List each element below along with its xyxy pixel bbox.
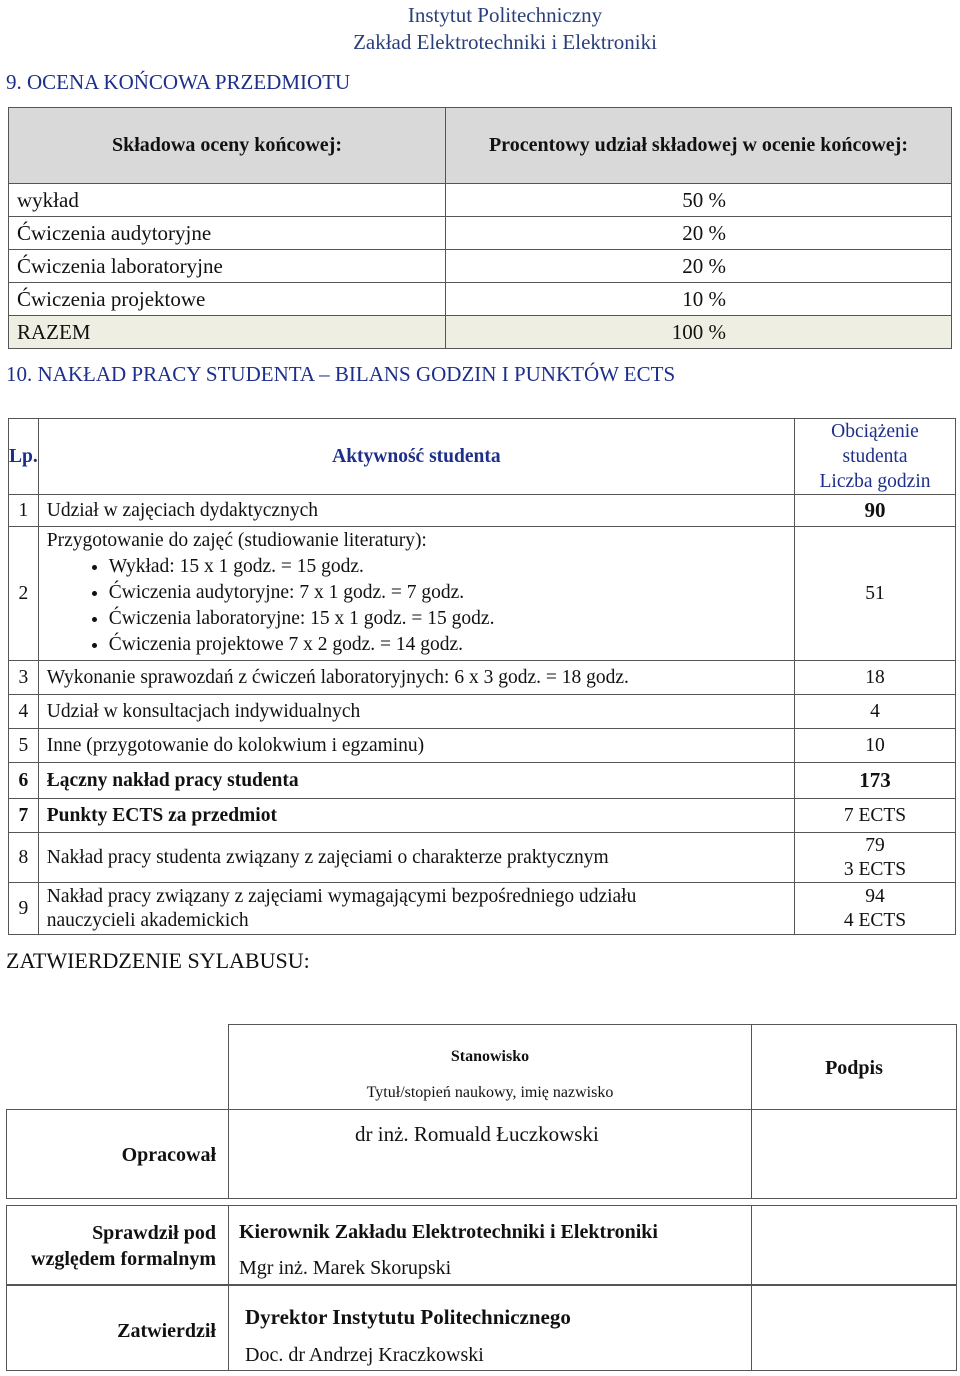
workload-row-value-ects: 4 ECTS [843, 909, 907, 931]
workload-table [8, 418, 956, 935]
workload-row-activity: Punkty ECTS za przedmiot [38, 799, 794, 833]
approval-prepared-signature[interactable] [751, 1109, 957, 1199]
workload-col-load [795, 419, 956, 495]
workload-row [9, 527, 956, 661]
workload-row-value-hours: 79 [865, 834, 885, 856]
grading-row [9, 250, 952, 283]
workload-col-load-line2: studenta [842, 446, 908, 467]
workload-col-load-line1: Obciążenie [831, 421, 919, 442]
workload-row-activity: Łączny nakład pracy studenta [38, 763, 794, 799]
institute-name: Instytut Politechniczny [407, 3, 603, 27]
workload-row-lp: 4 [9, 695, 39, 729]
approval-checked-label [6, 1205, 229, 1285]
workload-row-value [795, 883, 956, 935]
workload-row-value: 4 [795, 695, 956, 729]
workload-row [9, 495, 956, 527]
grading-row-label: Ćwiczenia projektowe [9, 283, 446, 316]
grading-total-pct: 100 % [446, 316, 952, 349]
department-name: Zakład Elektrotechniki i Elektroniki [353, 30, 657, 54]
workload-row-value: 18 [795, 661, 956, 695]
approval-prepared-name: dr inż. Romuald Łuczkowski [228, 1109, 752, 1199]
approval-approved-signature[interactable] [751, 1285, 957, 1371]
workload-row-items [47, 554, 786, 658]
list-item: • Ćwiczenia laboratoryjne: 15 x 1 godz. = 15 godz. [109, 606, 786, 632]
section-10-title: 10. NAKŁAD PRACY STUDENTA – BILANS GODZIN I PUNKTÓW ECTS [6, 362, 676, 386]
workload-row-value: 173 [795, 763, 956, 799]
workload-row-activity: Udział w zajęciach dydaktycznych [38, 495, 794, 527]
grading-col-percent: Procentowy udział składowej w ocenie końcowej: [446, 108, 952, 184]
workload-row-activity-line1: Nakład pracy związany z zajęciami wymagającymi bezpośredniego udziału [46, 885, 637, 907]
grading-table [8, 107, 952, 349]
list-item: • Wykład: 15 x 1 godz. = 15 godz. [109, 554, 786, 580]
approval-checked-label-line1: Sprawdził pod [92, 1222, 216, 1244]
workload-ects-row [9, 799, 956, 833]
approval-title: ZATWIERDZENIE SYLABUSU: [6, 948, 310, 973]
workload-row-lp: 9 [9, 883, 39, 935]
workload-row-lp: 3 [9, 661, 39, 695]
grading-row-pct: 20 % [446, 217, 952, 250]
grading-row-pct: 20 % [446, 250, 952, 283]
workload-header-row [9, 419, 956, 495]
workload-row-value: 90 [795, 495, 956, 527]
grading-row-label: Ćwiczenia laboratoryjne [9, 250, 446, 283]
workload-col-load-line3: Liczba godzin [819, 471, 931, 492]
grading-row-pct: 50 % [446, 184, 952, 217]
grading-col-component: Składowa oceny końcowej: [9, 108, 446, 184]
approval-checked-name: Mgr inż. Marek Skorupski [239, 1257, 452, 1279]
approval-head-name-label: Tytuł/stopień naukowy, imię nazwisko [366, 1084, 614, 1101]
workload-row-value-hours: 94 [865, 885, 885, 907]
approval-head-sign: Podpis [751, 1024, 957, 1110]
workload-row-activity-line2: nauczycieli akademickich [46, 909, 249, 931]
workload-row-lp: 7 [9, 799, 39, 833]
workload-row-lp: 8 [9, 833, 39, 883]
workload-row-lp: 1 [9, 495, 39, 527]
section-9-title: 9. OCENA KOŃCOWA PRZEDMIOTU [6, 70, 351, 94]
approval-checked-person [228, 1205, 752, 1285]
workload-row-activity-title: Przygotowanie do zajęć (studiowanie literatury): [46, 529, 427, 551]
approval-head-position-label: Stanowisko [450, 1048, 530, 1065]
approval-approved-person [228, 1285, 752, 1371]
grading-total-row [9, 316, 952, 349]
grading-row [9, 283, 952, 316]
workload-row-value: 7 ECTS [795, 799, 956, 833]
approval-head-position [228, 1024, 752, 1110]
grading-total-label: RAZEM [9, 316, 446, 349]
grading-row [9, 217, 952, 250]
workload-row-activity: Inne (przygotowanie do kolokwium i egzaminu) [38, 729, 794, 763]
workload-row [9, 883, 956, 935]
workload-row-value-ects: 3 ECTS [843, 858, 907, 880]
workload-row-activity [38, 883, 794, 935]
workload-col-activity: Aktywność studenta [38, 419, 794, 495]
workload-row-activity: Udział w konsultacjach indywidualnych [38, 695, 794, 729]
page-header [0, 2, 960, 56]
grading-row-label: Ćwiczenia audytoryjne [9, 217, 446, 250]
approval-checked-signature[interactable] [751, 1205, 957, 1285]
workload-row-lp: 5 [9, 729, 39, 763]
workload-row-activity: Nakład pracy studenta związany z zajęciami o charakterze praktycznym [38, 833, 794, 883]
workload-row [9, 833, 956, 883]
approval-prepared-label: Opracował [6, 1109, 229, 1199]
workload-col-lp: Lp. [9, 419, 39, 495]
workload-row-value: 10 [795, 729, 956, 763]
approval-approved-name: Doc. dr Andrzej Kraczkowski [245, 1344, 484, 1366]
workload-row-activity: Wykonanie sprawozdań z ćwiczeń laboratoryjnych: 6 x 3 godz. = 18 godz. [38, 661, 794, 695]
workload-row-value: 51 [795, 527, 956, 661]
workload-row-activity [38, 527, 794, 661]
workload-total-row [9, 763, 956, 799]
workload-row [9, 695, 956, 729]
approval-approved-position: Dyrektor Instytutu Politechnicznego [245, 1305, 571, 1329]
workload-row [9, 729, 956, 763]
grading-row-pct: 10 % [446, 283, 952, 316]
workload-row [9, 661, 956, 695]
list-item: • Ćwiczenia audytoryjne: 7 x 1 godz. = 7 godz. [109, 580, 786, 606]
approval-checked-label-line2: względem formalnym [31, 1248, 216, 1270]
approval-approved-label: Zatwierdził [6, 1285, 229, 1371]
grading-row [9, 184, 952, 217]
grading-row-label: wykład [9, 184, 446, 217]
approval-checked-position: Kierownik Zakładu Elektrotechniki i Elektroniki [239, 1221, 658, 1243]
workload-row-value [795, 833, 956, 883]
list-item: • Ćwiczenia projektowe 7 x 2 godz. = 14 godz. [109, 632, 786, 658]
workload-row-lp: 6 [9, 763, 39, 799]
workload-row-lp: 2 [9, 527, 39, 661]
